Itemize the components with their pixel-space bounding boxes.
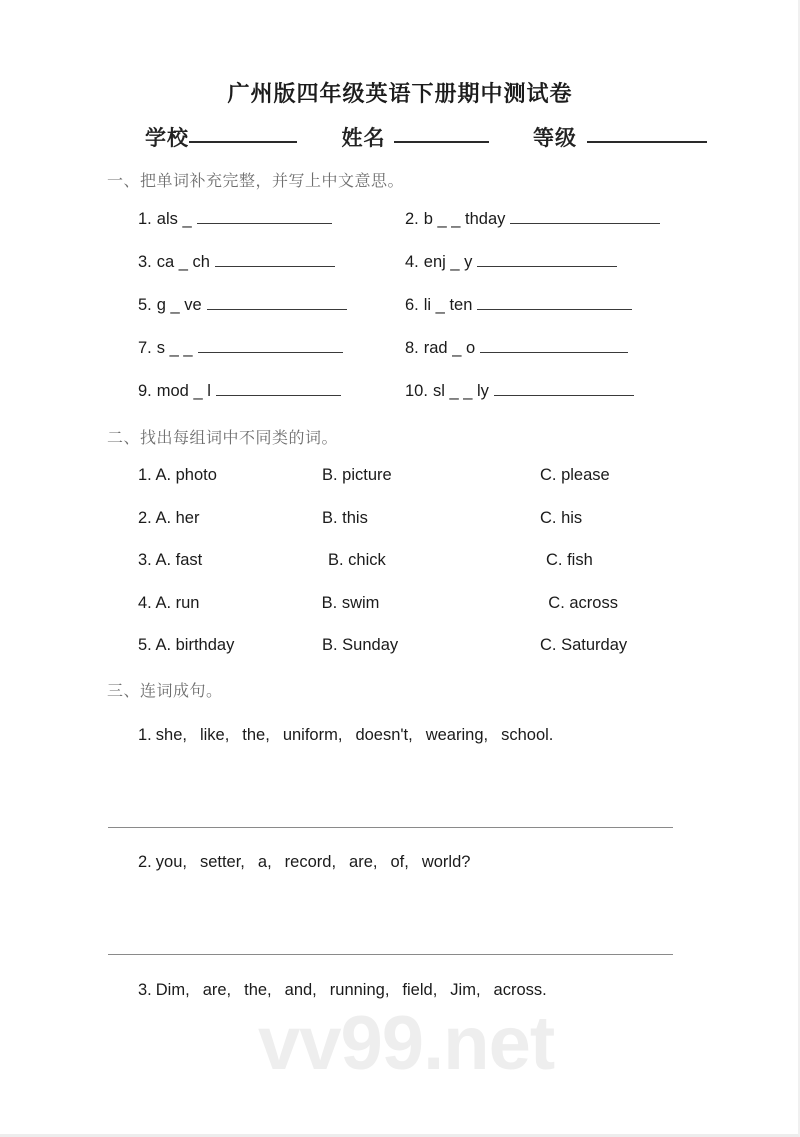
site-watermark: vv99.net xyxy=(258,1001,555,1086)
name-label: 姓名 xyxy=(341,126,386,150)
fill-item xyxy=(405,253,695,272)
sentence-word: doesn't, xyxy=(355,726,413,744)
fill-item-number: 2. xyxy=(405,210,419,228)
fill-item xyxy=(138,339,405,358)
section-1-heading: 一、把单词补充完整，并写上中文意思。 xyxy=(107,173,405,190)
mc-option-c[interactable]: C. his xyxy=(540,508,583,527)
fill-item-number: 6. xyxy=(405,296,419,314)
mc-option-c[interactable]: C. please xyxy=(540,466,610,484)
fill-item xyxy=(405,339,695,358)
mc-number: 4. xyxy=(138,593,152,612)
fill-item-blank[interactable] xyxy=(510,210,660,224)
fill-item-word: li _ ten xyxy=(423,296,473,314)
mc-number: 3. xyxy=(138,551,152,569)
fill-item-word: mod _ l xyxy=(156,382,211,400)
name-blank[interactable] xyxy=(394,141,489,143)
fill-item-number: 4. xyxy=(405,253,419,271)
fill-item xyxy=(405,382,695,401)
sentence-word: across. xyxy=(493,981,547,999)
fill-item-number: 1. xyxy=(138,210,152,228)
fill-item-number: 10. xyxy=(405,382,428,400)
sentence-word: she, xyxy=(155,726,187,744)
sentence-word: of, xyxy=(390,853,409,871)
fill-row xyxy=(138,382,698,425)
fill-item xyxy=(405,296,695,315)
fill-item-blank[interactable] xyxy=(215,253,335,267)
mc-number: 5. xyxy=(138,636,152,654)
sentence-word: school. xyxy=(501,726,554,744)
fill-item-number: 5. xyxy=(138,296,152,314)
sentence-word: and, xyxy=(284,981,317,999)
student-info-line xyxy=(145,122,707,152)
sentence-item xyxy=(138,981,683,1000)
page-title: 广州版四年级英语下册期中测试卷 xyxy=(227,81,573,106)
fill-item-word: als _ xyxy=(156,210,192,228)
mc-option-a[interactable] xyxy=(138,466,322,509)
fill-item-word: b _ _ thday xyxy=(423,210,506,228)
mc-option-c[interactable]: C. Saturday xyxy=(540,636,628,654)
mc-row xyxy=(138,594,698,637)
sentence-word: world? xyxy=(421,853,471,871)
section-2-heading: 二、找出每组词中不同类的词。 xyxy=(107,430,339,447)
sentence-prompt xyxy=(138,726,683,745)
sentence-word: Dim, xyxy=(155,981,190,999)
sentence-word: like, xyxy=(199,726,230,744)
mc-option-b[interactable]: B. Sunday xyxy=(322,636,399,654)
sentence-item xyxy=(138,853,683,872)
fill-item-word: ca _ ch xyxy=(156,253,210,271)
fill-row xyxy=(138,296,698,339)
sentence-word: a, xyxy=(257,853,272,871)
fill-item xyxy=(138,210,405,229)
mc-option-b[interactable]: B. this xyxy=(322,508,368,527)
mc-option-a[interactable] xyxy=(138,636,322,679)
mc-option-a-label: A. fast xyxy=(155,551,203,569)
fill-item-number: 9. xyxy=(138,382,152,400)
mc-option-c[interactable]: C. across xyxy=(548,593,618,612)
fill-item-word: sl _ _ ly xyxy=(432,382,489,400)
mc-row xyxy=(138,466,698,509)
fill-row xyxy=(138,339,698,382)
mc-option-b[interactable]: B. picture xyxy=(322,466,392,484)
mc-row xyxy=(138,551,698,594)
fill-item-word: g _ ve xyxy=(156,296,202,314)
sentence-number: 2. xyxy=(138,853,152,871)
mc-option-a-label: A. birthday xyxy=(155,636,235,654)
sentence-word: setter, xyxy=(199,853,245,871)
mc-option-a-label: A. run xyxy=(155,593,200,612)
sentence-word: are, xyxy=(349,853,378,871)
mc-option-a-label: A. photo xyxy=(155,466,217,484)
fill-item-word: rad _ o xyxy=(423,339,476,357)
grade-label: 等级 xyxy=(533,126,577,150)
fill-item-blank[interactable] xyxy=(480,339,628,353)
fill-item-blank[interactable] xyxy=(477,253,617,267)
fill-item-blank[interactable] xyxy=(216,382,341,396)
section-3-heading: 三、连词成句。 xyxy=(107,683,223,700)
sentence-word: the, xyxy=(244,981,272,999)
fill-item-number: 7. xyxy=(138,339,152,357)
fill-item-blank[interactable] xyxy=(494,382,634,396)
answer-line[interactable] xyxy=(108,827,673,828)
mc-number: 2. xyxy=(138,508,152,527)
sentence-word: wearing, xyxy=(425,726,489,744)
sentence-prompt xyxy=(138,981,683,1000)
sentence-item xyxy=(138,726,683,745)
mc-option-a[interactable] xyxy=(138,551,322,594)
section-2-items xyxy=(138,466,698,679)
grade-blank[interactable] xyxy=(587,141,707,143)
fill-item xyxy=(405,210,695,229)
sentence-word: field, xyxy=(402,981,438,999)
mc-option-b[interactable]: B. swim xyxy=(321,593,380,612)
fill-item-blank[interactable] xyxy=(477,296,632,310)
sentence-word: you, xyxy=(155,853,187,871)
sentence-word: are, xyxy=(202,981,232,999)
fill-item-number: 3. xyxy=(138,253,152,271)
sentence-word: Jim, xyxy=(450,981,481,999)
fill-item-word: s _ _ xyxy=(156,339,193,357)
fill-item-blank[interactable] xyxy=(197,210,332,224)
mc-number: 1. xyxy=(138,466,152,484)
fill-row xyxy=(138,210,698,253)
mc-option-a[interactable] xyxy=(138,509,322,552)
mc-option-a[interactable] xyxy=(138,594,322,637)
section-1-items xyxy=(138,210,698,425)
sentence-word: record, xyxy=(284,853,337,871)
fill-item-word: enj _ y xyxy=(423,253,473,271)
fill-item-blank[interactable] xyxy=(207,296,347,310)
sentence-prompt xyxy=(138,853,683,872)
fill-row xyxy=(138,253,698,296)
fill-item xyxy=(138,253,405,272)
mc-option-b[interactable]: B. chick xyxy=(328,551,386,569)
mc-option-a-label: A. her xyxy=(155,508,200,527)
fill-item xyxy=(138,296,405,315)
sentence-word: running, xyxy=(329,981,390,999)
mc-option-c[interactable]: C. fish xyxy=(546,551,593,569)
sentence-number: 1. xyxy=(138,726,152,744)
mc-row xyxy=(138,636,698,679)
school-blank[interactable] xyxy=(189,141,297,143)
fill-item-blank[interactable] xyxy=(198,339,343,353)
sentence-word: uniform, xyxy=(282,726,343,744)
answer-line[interactable] xyxy=(108,954,673,955)
sentence-number: 3. xyxy=(138,981,152,999)
sentence-word: the, xyxy=(242,726,270,744)
fill-item-number: 8. xyxy=(405,339,419,357)
school-label: 学校 xyxy=(145,126,189,150)
mc-row xyxy=(138,509,698,552)
fill-item xyxy=(138,382,405,401)
